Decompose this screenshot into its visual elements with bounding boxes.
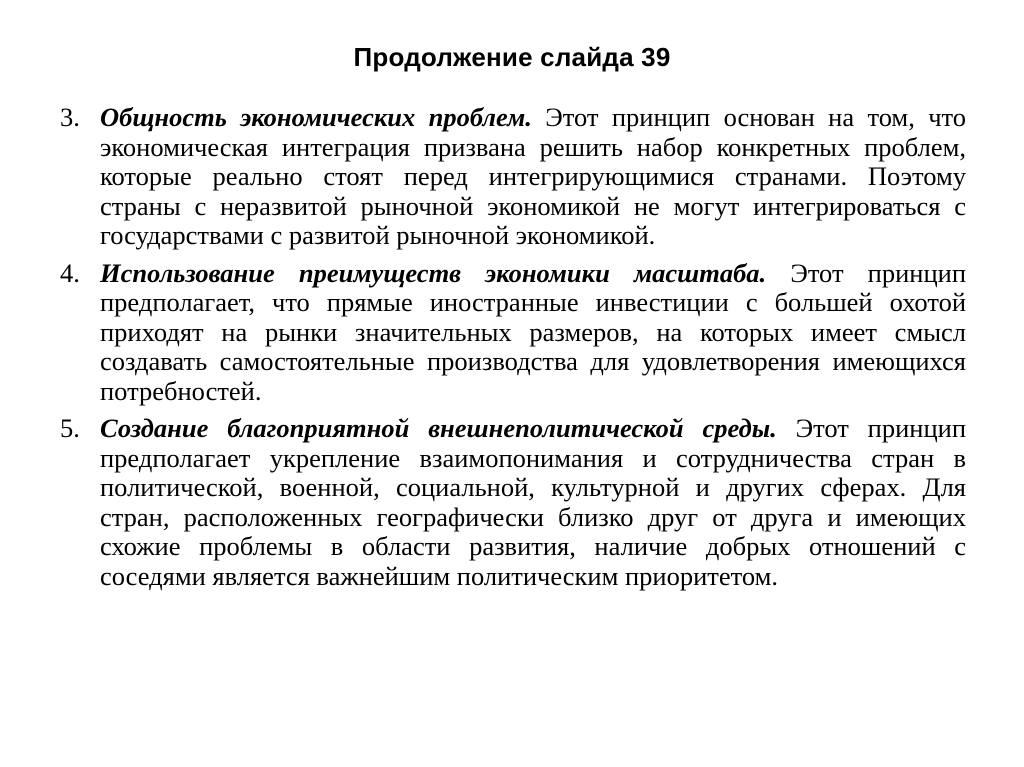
list-item [60, 414, 966, 591]
item-number: 5. [60, 413, 80, 443]
item-heading: Создание благоприятной внешнеполитической среды. [100, 413, 777, 443]
list-item [60, 103, 966, 251]
item-text: Этот принцип предполагает, что прямые иностранные инвестиции с большей охотой приходят на рынки значительных размеров, на которых имеет смысл создавать самостоятельные производства для удовлетворения имеющихся потребностей. [100, 257, 967, 406]
item-heading: Использование преимуществ экономики масштаба. [100, 257, 767, 288]
principles-list [60, 103, 966, 599]
item-number: 4. [60, 257, 80, 288]
list-item [60, 259, 966, 407]
item-text: Этот принцип основан на том, что экономическая интеграция призвана решить набор конкретных проблем, которые реально стоят перед интегрирующимися странами. Поэтому страны с неразвитой рыночной экономикой не могут интегрироваться с государствами с развитой рыночной экономикой. [100, 102, 967, 250]
slide-title: Продолжение слайда 39 [353, 42, 671, 72]
item-number: 3. [60, 102, 80, 132]
item-text: Этот принцип предполагает укрепление взаимопонимания и сотрудничества стран в политической, военной, социальной, культурной и других сферах. Для стран, расположенных географически близко друг от друга и имеющих схожие проблемы в области развития, наличие добрых отношений с соседями является важнейшим политическим приоритетом. [100, 413, 967, 591]
item-heading: Общность экономических проблем. [100, 102, 532, 132]
